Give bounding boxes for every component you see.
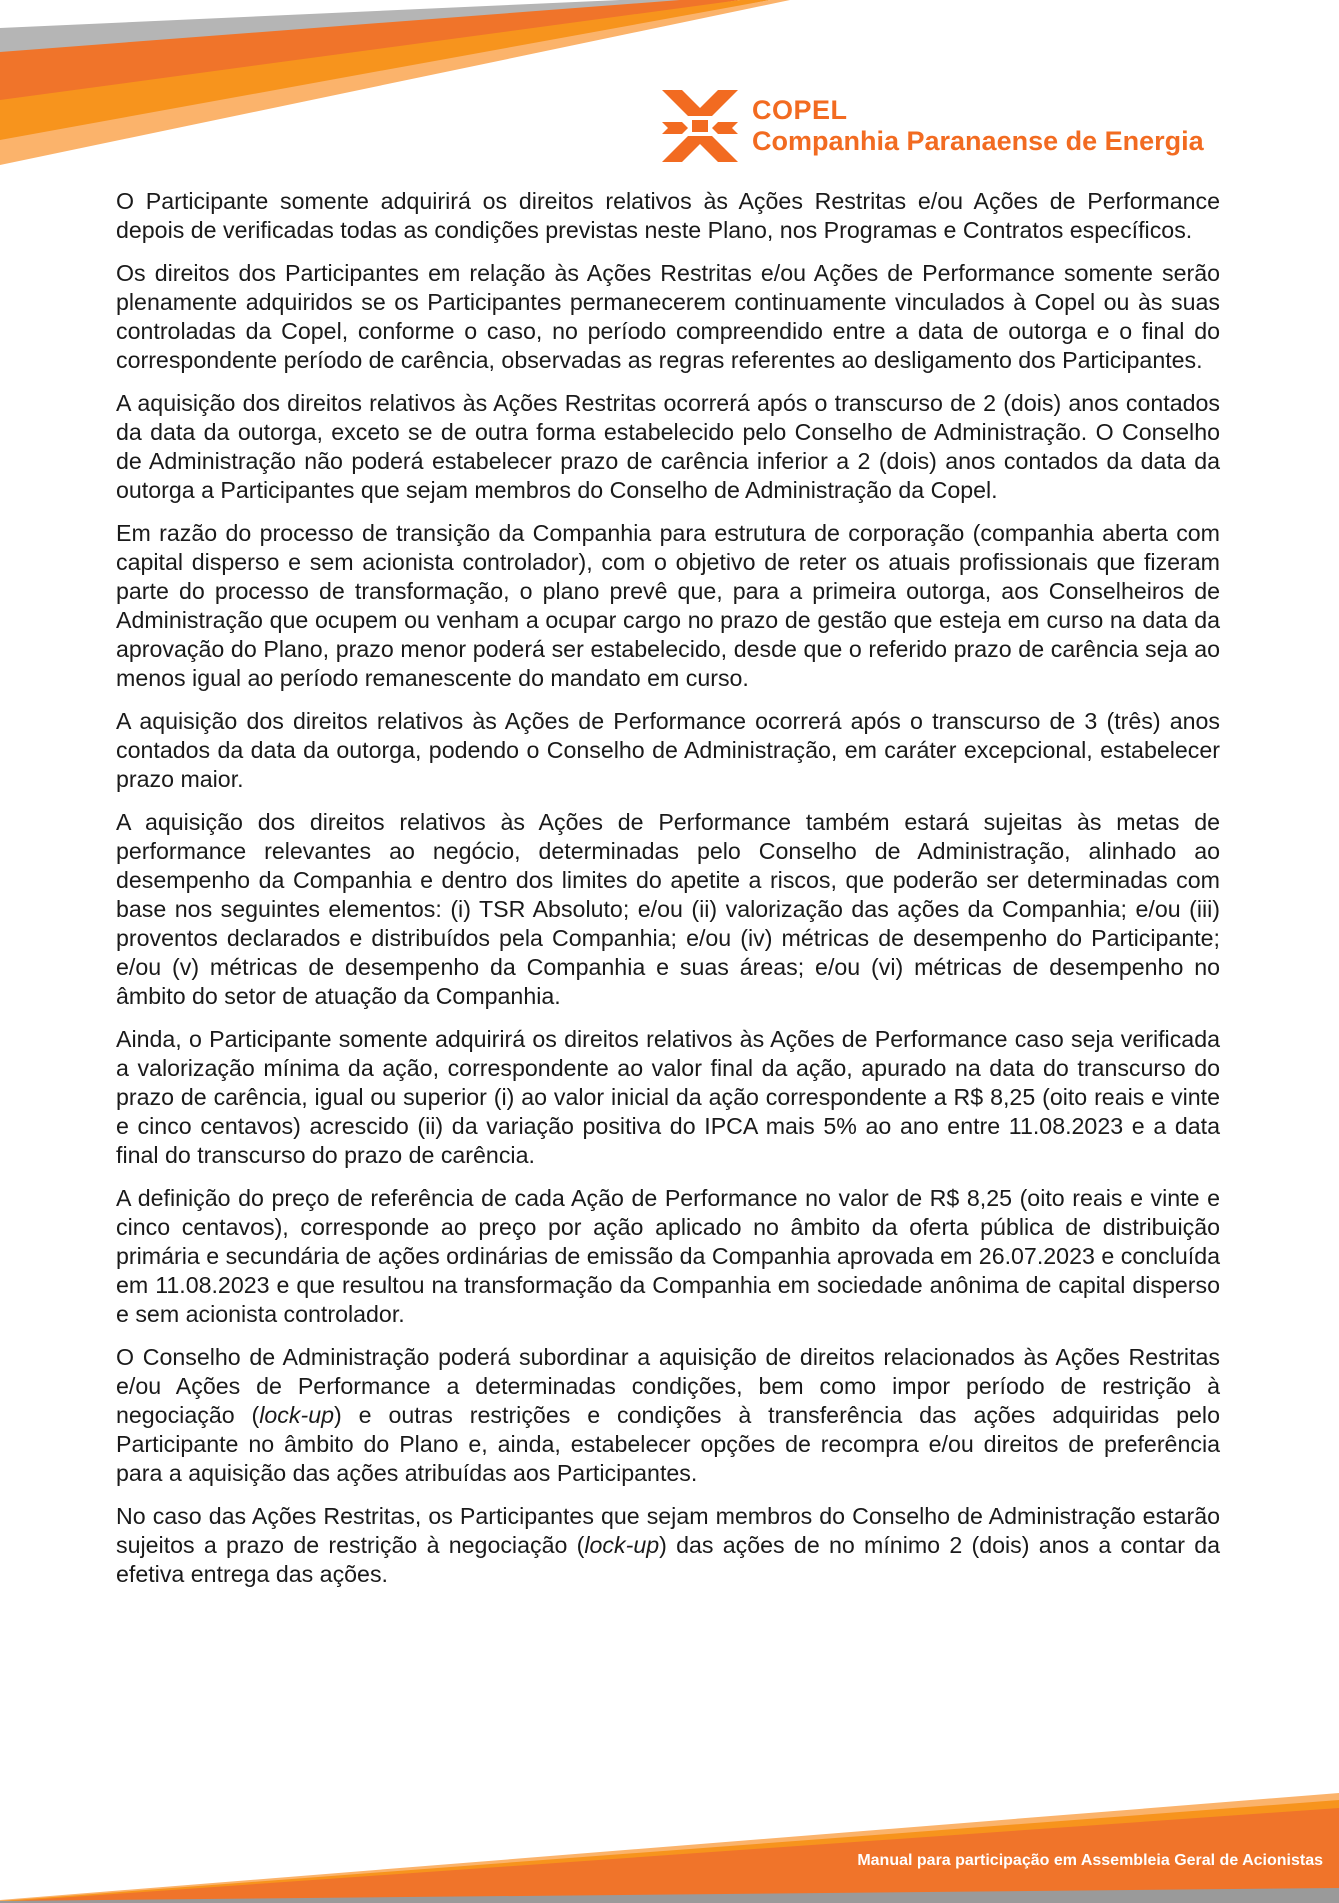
paragraph-text: No caso das Ações Restritas, os Participantes que sejam membros do Conselho de Administração estarão sujeitos a prazo de restrição à negociação ( [116, 1503, 1220, 1558]
paragraph: A aquisição dos direitos relativos às Ações de Performance também estará sujeitas às metas de performance relevantes ao negócio, determinadas pelo Conselho de Administração, alinhado ao desempenho da Companhia e dentro dos limites do apetite a riscos, que poderão ser determinadas com base nos seguintes elementos: (i) TSR Absoluto; e/ou (ii) valorização das ações da Companhia; e/ou (iii) proventos declarados e distribuídos pela Companhia; e/ou (iv) métricas de desempenho do Participante; e/ou (v) métricas de desempenho da Companhia e suas áreas; e/ou (vi) métricas de desempenho no âmbito do setor de atuação da Companhia. [116, 809, 1220, 1009]
logo-full-name: Companhia Paranaense de Energia [752, 126, 1204, 156]
paragraph-text: ) e outras restrições e condições à transferência das ações adquiridas pelo Participante no âmbito do Plano e, ainda, estabelecer opções de recompra e/ou direitos de preferência para a aquisição das ações atribuídas aos Participantes. [116, 1402, 1220, 1486]
company-logo [660, 88, 1204, 164]
logo-name: COPEL [752, 94, 848, 125]
paragraph: A aquisição dos direitos relativos às Ações de Performance ocorrerá após o transcurso de 3 (três) anos contados da data da outorga, podendo o Conselho de Administração, em caráter excepcional, estabelecer prazo maior. [116, 708, 1220, 792]
emphasis-lock-up: lock-up [584, 1532, 660, 1558]
paragraph: Os direitos dos Participantes em relação às Ações Restritas e/ou Ações de Performance somente serão plenamente adquiridos se os Participantes permanecerem continuamente vinculados à Copel ou às suas controladas da Copel, conforme o caso, no período compreendido entre a data de outorga e o final do correspondente período de carência, observadas as regras referentes ao desligamento dos Participantes. [116, 260, 1220, 373]
emphasis-lock-up: lock-up [259, 1402, 334, 1428]
paragraph: Ainda, o Participante somente adquirirá os direitos relativos às Ações de Performance caso seja verificada a valorização mínima da ação, correspondente ao valor final da ação, apurado na data do transcurso do prazo de carência, igual ou superior (i) ao valor inicial da ação correspondente a R$ 8,25 (oito reais e vinte e cinco centavos) acrescido (ii) da variação positiva do IPCA mais 5% ao ano entre 11.08.2023 e a data final do transcurso do prazo de carência. [116, 1026, 1220, 1168]
paragraph-text: ) das ações de no mínimo 2 (dois) anos a contar da efetiva entrega das ações. [116, 1532, 1220, 1587]
paragraph: A definição do preço de referência de cada Ação de Performance no valor de R$ 8,25 (oito reais e vinte e cinco centavos), corresponde ao preço por ação aplicado no âmbito da oferta pública de distribuição primária e secundária de ações ordinárias de emissão da Companhia aprovada em 26.07.2023 e concluída em 11.08.2023 e que resultou na transformação da Companhia em sociedade anônima de capital disperso e sem acionista controlador. [116, 1185, 1220, 1327]
paragraph: Em razão do processo de transição da Companhia para estrutura de corporação (companhia aberta com capital disperso e sem acionista controlador), com o objetivo de reter os atuais profissionais que fizeram parte do processo de transformação, o plano prevê que, para a primeira outorga, aos Conselheiros de Administração que ocupem ou venham a ocupar cargo no prazo de gestão que esteja em curso na data da aprovação do Plano, prazo menor poderá ser estabelecido, desde que o referido prazo de carência seja ao menos igual ao período remanescente do mandato em curso. [116, 520, 1220, 691]
paragraph [116, 1502, 1220, 1589]
paragraph: O Participante somente adquirirá os direitos relativos às Ações Restritas e/ou Ações de Performance depois de verificadas todas as condições previstas neste Plano, nos Programas e Contratos específicos. [116, 188, 1220, 243]
copel-logo-icon [660, 88, 740, 164]
footer-title: Manual para participação em Assembleia Geral de Acionistas [857, 1852, 1323, 1869]
paragraph-text: O Conselho de Administração poderá subordinar a aquisição de direitos relacionados às Ações Restritas e/ou Ações de Performance a determinadas condições, bem como impor período de restrição à negociação ( [116, 1344, 1220, 1428]
paragraph: A aquisição dos direitos relativos às Ações Restritas ocorrerá após o transcurso de 2 (dois) anos contados da data da outorga, exceto se de outra forma estabelecido pelo Conselho de Administração. O Conselho de Administração não poderá estabelecer prazo de carência inferior a 2 (dois) anos contados da data da outorga a Participantes que sejam membros do Conselho de Administração da Copel. [116, 390, 1220, 503]
paragraph [116, 1343, 1220, 1488]
document-body [116, 187, 1220, 1603]
footer-decorative-band [0, 1788, 1339, 1903]
